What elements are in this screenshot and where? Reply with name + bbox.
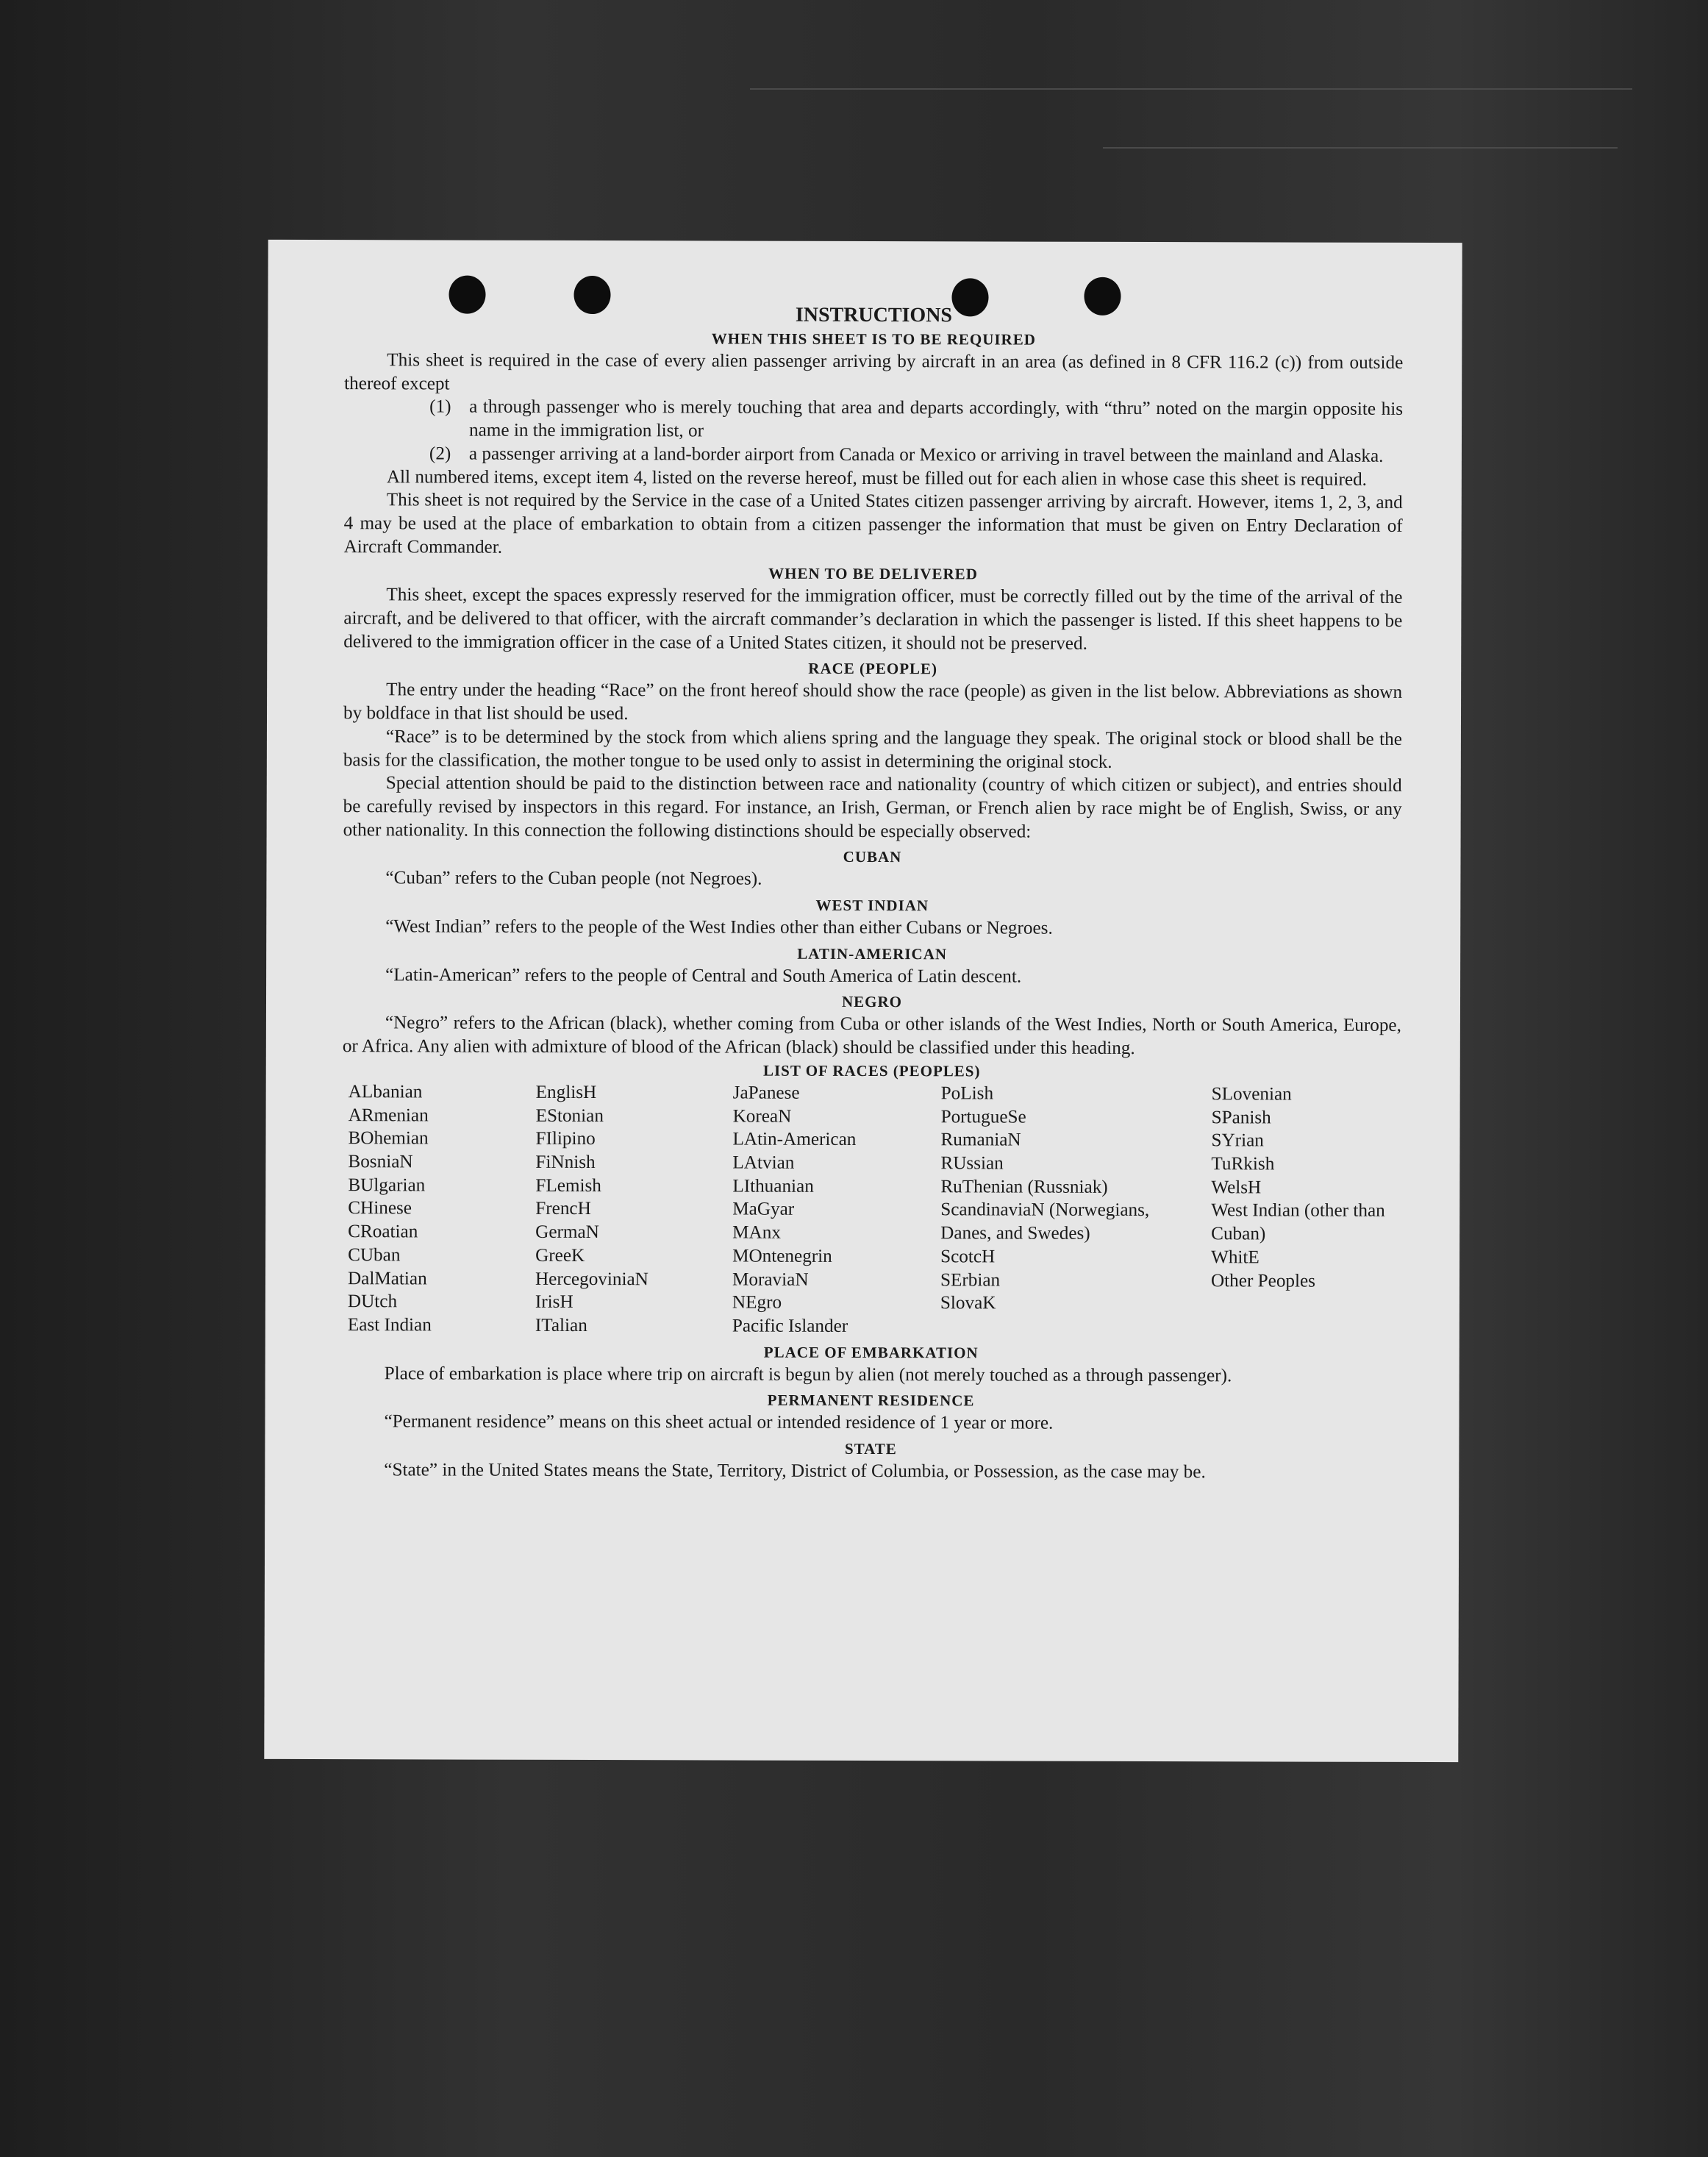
section-heading-permanent-residence: PERMANENT RESIDENCE — [767, 1391, 975, 1410]
section-heading-cuban: CUBAN — [843, 848, 902, 866]
race-entry: PortugueSe — [940, 1106, 1026, 1127]
race-entry: LAtvian — [732, 1152, 795, 1173]
section-heading-when-required: WHEN THIS SHEET IS TO BE REQUIRED — [711, 329, 1036, 349]
section-heading-place-of-embarkation: PLACE OF EMBARKATION — [763, 1343, 979, 1362]
when-delivered-text: This sheet, except the spaces expressly reserved for the immigration officer, must be correctly filled out by the time of the arrival of the aircraft, and be delivered to that officer, with the aircraft commander’s declaration in which the passenger is listed. If this sheet happens to be delivered to the immigration officer in the case of a United States citizen, it should not be preserved. — [343, 585, 1403, 654]
section-heading-list-of-races: LIST OF RACES (PEOPLES) — [762, 1061, 981, 1080]
race-column — [535, 1081, 733, 1338]
scan-artifact-line — [1103, 147, 1618, 149]
race-column — [940, 1082, 1212, 1339]
race-entry: ITalian — [535, 1315, 587, 1336]
race-entry: WhitE — [1211, 1247, 1259, 1268]
section-heading-negro: NEGRO — [841, 993, 903, 1011]
citizen-paragraph: This sheet is not required by the Service in the case of a United States citizen passenger arriving by aircraft. However, items 1, 2, 3, and 4 may be used at the place of embarkation to obtain from a citizen passenger the information that must be given on Entry Declaration of Aircraft Commander. — [343, 490, 1403, 557]
race-entry: MoraviaN — [732, 1269, 809, 1290]
race-entry: CHinese — [348, 1198, 412, 1219]
section-heading-latin-american: LATIN-AMERICAN — [797, 944, 948, 963]
race-entry: JaPanese — [732, 1083, 800, 1103]
when-required-intro: This sheet is required in the case of every alien passenger arriving by aircraft in an area (as defined in 8 CFR 116.2 (c)) from outside thereof except — [344, 350, 1404, 394]
race-entry: CUban — [348, 1244, 401, 1266]
race-entry: ScandinaviaN (Norwegians, Danes, and Swedes) — [940, 1199, 1150, 1244]
state-text: “State” in the United States means the State, Territory, District of Columbia, or Possession, as the case may be. — [384, 1460, 1206, 1483]
race-list — [348, 1080, 1401, 1339]
exception-item — [429, 396, 1403, 445]
instructions-body — [341, 302, 1403, 1484]
race-entry: FiNnish — [535, 1152, 596, 1173]
race-entry: FLemish — [535, 1175, 601, 1196]
race-entry: EStonian — [535, 1105, 604, 1126]
race-entry: ScotcH — [940, 1247, 996, 1267]
race-entry: TuRkish — [1211, 1154, 1275, 1174]
page-title: INSTRUCTIONS — [795, 303, 953, 327]
race-entry: WelsH — [1211, 1177, 1262, 1198]
numbered-items-paragraph: All numbered items, except item 4, listed on the reverse hereof, must be filled out for each alien in whose case this sheet is required. — [386, 466, 1368, 490]
race-entry: SPanish — [1211, 1107, 1271, 1128]
exception-text: a passenger arriving at a land-border airport from Canada or Mexico or arriving in travel between the mainland and Alaska. — [468, 443, 1384, 466]
race-entry: DalMatian — [347, 1268, 427, 1288]
race-entry: BosniaN — [348, 1152, 413, 1172]
race-entry: ALbanian — [348, 1082, 423, 1102]
race-entry: SErbian — [940, 1269, 1001, 1290]
race-entry: SlovaK — [940, 1293, 996, 1313]
section-heading-west-indian: WEST INDIAN — [815, 896, 929, 915]
race-entry: MaGyar — [732, 1199, 795, 1220]
race-entry: BOhemian — [348, 1128, 429, 1149]
race-entry: RUssian — [940, 1153, 1004, 1174]
section-heading-race: RACE (PEOPLE) — [808, 660, 938, 678]
race-entry: NEgro — [732, 1292, 782, 1313]
race-entry: Other Peoples — [1210, 1270, 1316, 1291]
race-entry: HercegoviniaN — [535, 1269, 648, 1289]
race-column — [732, 1081, 941, 1338]
race-entry: SLovenian — [1211, 1084, 1292, 1105]
race-entry: LIthuanian — [732, 1176, 814, 1197]
race-entry: FrencH — [535, 1199, 591, 1219]
permanent-residence-text: “Permanent residence” means on this sheet actual or intended residence of 1 year or more. — [384, 1411, 1054, 1433]
race-entry: LAtin-American — [732, 1129, 857, 1150]
race-entry: ARmenian — [348, 1105, 429, 1126]
race-paragraph-1: The entry under the heading “Race” on the front hereof should show the race (people) as given in the list below. Abbreviations as shown by boldface in that list should be used. — [343, 680, 1403, 724]
instruction-sheet — [264, 240, 1462, 1762]
race-entry: West Indian (other than Cuban) — [1211, 1200, 1385, 1244]
race-entry: MOntenegrin — [732, 1246, 832, 1266]
race-paragraph-2: “Race” is to be determined by the stock from which aliens spring and the language they speak. The original stock or blood shall be the basis for the classification, the mother tongue to be used only to assist in determining the original stock. — [343, 727, 1402, 772]
section-heading-state: STATE — [844, 1439, 897, 1458]
race-column — [348, 1080, 536, 1337]
race-column — [1211, 1083, 1407, 1339]
place-of-embarkation-text: Place of embarkation is place where trip on aircraft is begun by alien (not merely touched as a through passenger). — [384, 1363, 1232, 1386]
race-entry: FIlipino — [535, 1129, 596, 1149]
race-entry: East Indian — [347, 1315, 432, 1336]
race-paragraph-3: Special attention should be paid to the distinction between race and nationality (country of which citizen or subject), and entries should be carefully revised by inspectors in this regard. For instance, an Irish, German, or French alien by race might be of English, Swiss, or any other nationality. In this connection the following distinctions should be especially observed: — [343, 773, 1402, 842]
negro-text: “Negro” refers to the African (black), whether coming from Cuba or other islands of the West Indies, North or South America, Europe, or Africa. Any alien with admixture of blood of the African (black) should be classified under this heading. — [342, 1013, 1401, 1059]
race-entry: DUtch — [347, 1291, 398, 1312]
race-entry: CRoatian — [348, 1222, 418, 1242]
race-entry: RuThenian (Russniak) — [940, 1176, 1108, 1197]
race-entry: GermaN — [535, 1222, 599, 1243]
section-heading-when-delivered: WHEN TO BE DELIVERED — [768, 564, 978, 583]
exception-item — [429, 442, 1403, 468]
west-indian-text: “West Indian” refers to the people of the West Indies other than either Cubans or Negroes. — [385, 916, 1053, 938]
exception-text: a through passenger who is merely touching that area and departs accordingly, with “thru” noted on the margin opposite his name in the immigration list, or — [468, 397, 1404, 441]
scan-artifact-line — [750, 88, 1632, 90]
race-entry: RumaniaN — [940, 1130, 1021, 1150]
race-entry: EnglisH — [535, 1082, 597, 1102]
exception-number: (1) — [429, 396, 451, 417]
latin-american-text: “Latin-American” refers to the people of Central and South America of Latin descent. — [385, 965, 1022, 987]
race-entry: BUlgarian — [348, 1174, 426, 1196]
exception-number: (2) — [429, 443, 451, 464]
race-entry: KoreaN — [732, 1106, 792, 1127]
race-entry: MAnx — [732, 1222, 781, 1243]
race-entry: GreeK — [535, 1245, 585, 1266]
race-entry: Pacific Islander — [732, 1316, 848, 1336]
race-entry: PoLish — [940, 1083, 994, 1104]
cuban-text: “Cuban” refers to the Cuban people (not Negroes). — [385, 868, 762, 889]
race-entry: SYrian — [1211, 1130, 1264, 1151]
race-entry: IrisH — [535, 1292, 573, 1313]
